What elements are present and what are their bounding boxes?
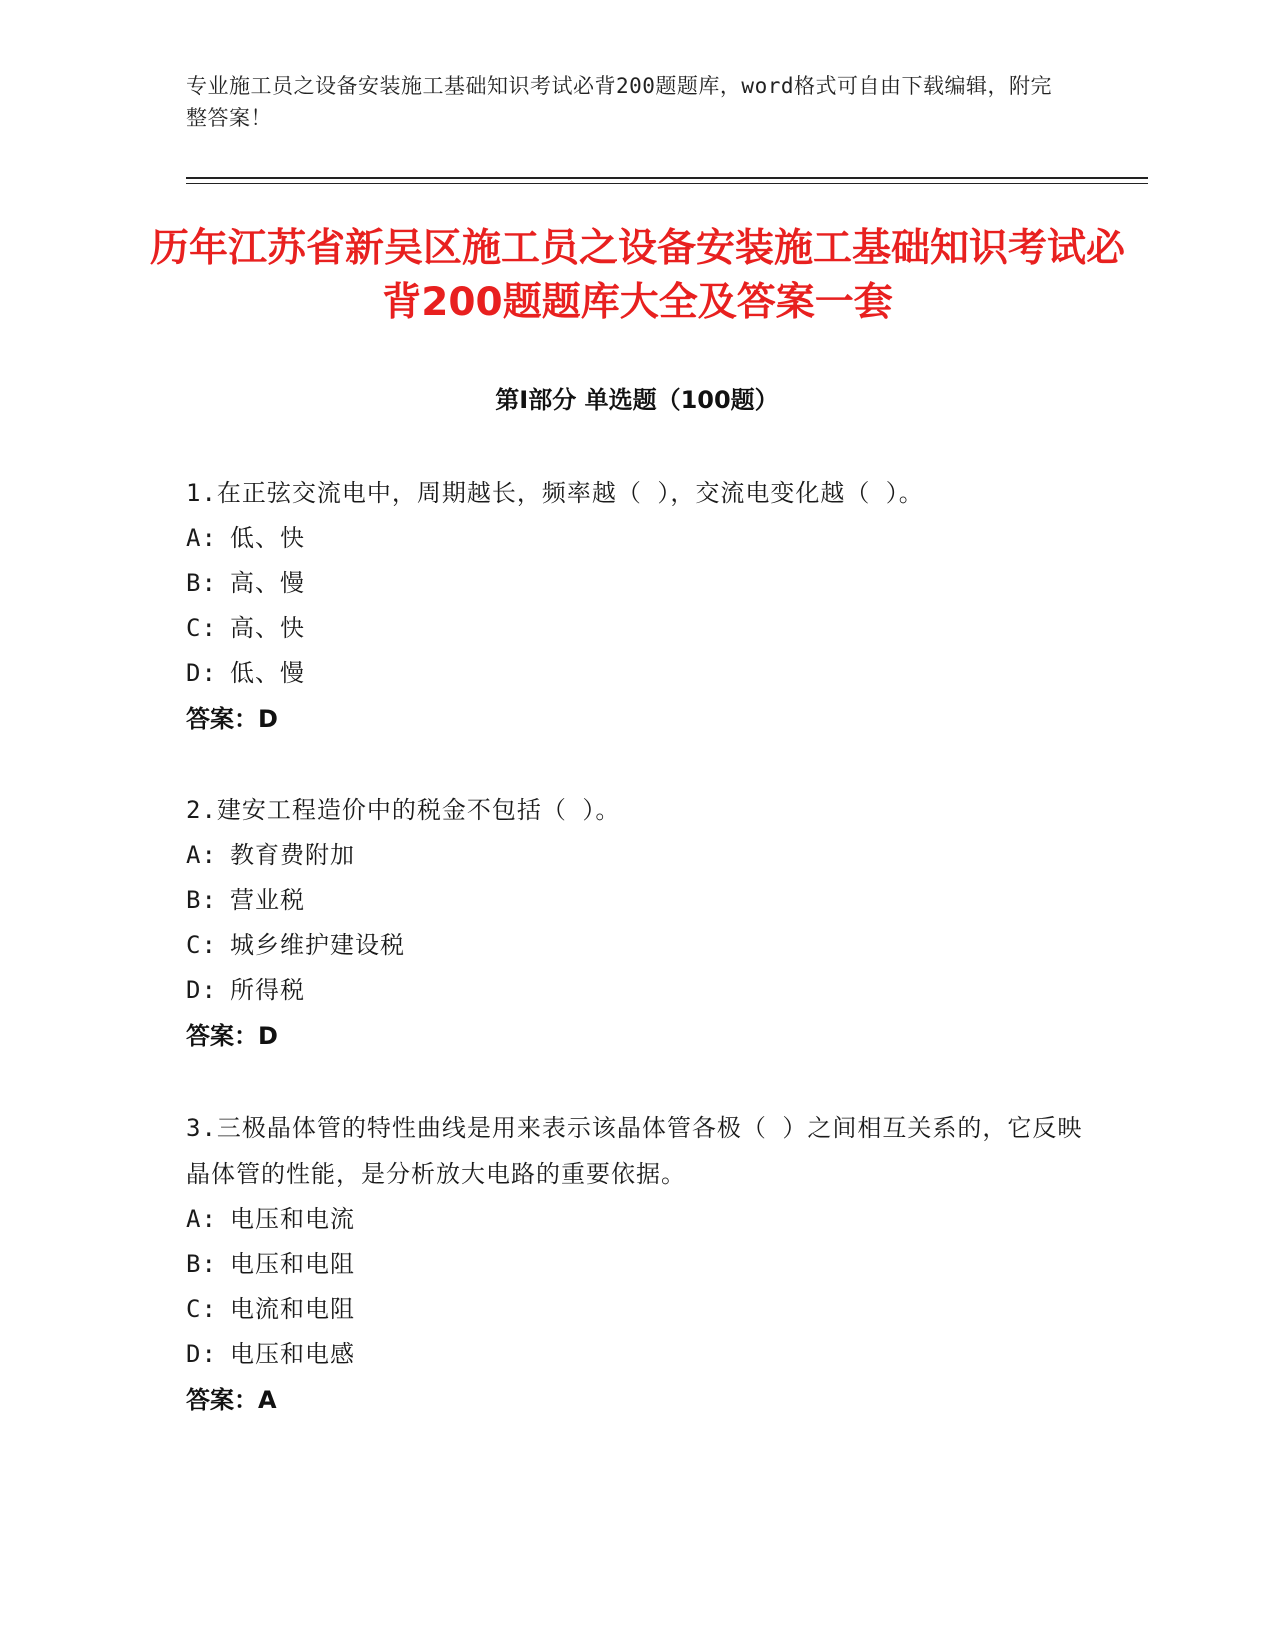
option-text: 营业税 bbox=[230, 886, 305, 914]
option-key: D: bbox=[186, 1340, 217, 1368]
document-title: 历年江苏省新吴区施工员之设备安装施工基础知识考试必背200题题库大全及答案一套 bbox=[150, 226, 1126, 325]
question-stem: 1.在正弦交流电中，周期越长，频率越（ ），交流电变化越（ ）。 bbox=[186, 479, 924, 507]
option-text: 教育费附加 bbox=[230, 841, 355, 869]
option-text: 电压和电流 bbox=[230, 1205, 355, 1233]
option-key: C: bbox=[186, 931, 217, 959]
option-text: 电流和电阻 bbox=[230, 1295, 355, 1323]
option-key: B: bbox=[186, 886, 217, 914]
option-key: A: bbox=[186, 841, 217, 869]
option-a bbox=[186, 833, 1086, 878]
option-c bbox=[186, 1287, 1086, 1332]
header-divider-thin bbox=[186, 183, 1148, 184]
answer-value: A bbox=[258, 1386, 277, 1414]
option-d bbox=[186, 1332, 1086, 1377]
answer-label: 答案： bbox=[186, 705, 258, 733]
option-d bbox=[186, 651, 1086, 696]
option-c bbox=[186, 923, 1086, 968]
option-text: 高、快 bbox=[230, 614, 305, 642]
question-stem: 3.三极晶体管的特性曲线是用来表示该晶体管各极（ ）之间相互关系的，它反映晶体管的性能，是分析放大电路的重要依据。 bbox=[186, 1114, 1083, 1188]
option-text: 低、快 bbox=[230, 524, 305, 552]
question-1 bbox=[186, 470, 1086, 742]
section-title: 第I部分 单选题（100题） bbox=[495, 386, 779, 414]
answer-value: D bbox=[258, 705, 278, 733]
question-3 bbox=[186, 1105, 1086, 1423]
answer-label: 答案： bbox=[186, 1386, 258, 1414]
option-key: B: bbox=[186, 1250, 217, 1278]
header-note: 专业施工员之设备安装施工基础知识考试必背200题题库，word格式可自由下载编辑，附完整答案！ bbox=[186, 74, 1052, 130]
header-divider-thick bbox=[186, 177, 1148, 179]
option-a bbox=[186, 516, 1086, 561]
option-key: C: bbox=[186, 1295, 217, 1323]
option-d bbox=[186, 968, 1086, 1013]
option-key: D: bbox=[186, 976, 217, 1004]
option-a bbox=[186, 1197, 1086, 1242]
answer-line bbox=[186, 696, 1086, 742]
option-text: 电压和电阻 bbox=[230, 1250, 355, 1278]
question-2 bbox=[186, 787, 1086, 1059]
option-b bbox=[186, 1242, 1086, 1287]
answer-value: D bbox=[258, 1022, 278, 1050]
option-b bbox=[186, 561, 1086, 606]
option-text: 电压和电感 bbox=[230, 1340, 355, 1368]
answer-label: 答案： bbox=[186, 1022, 258, 1050]
option-text: 所得税 bbox=[230, 976, 305, 1004]
option-c bbox=[186, 606, 1086, 651]
option-text: 高、慢 bbox=[230, 569, 305, 597]
question-stem: 2.建安工程造价中的税金不包括（ ）。 bbox=[186, 796, 621, 824]
answer-line bbox=[186, 1377, 1086, 1423]
answer-line bbox=[186, 1013, 1086, 1059]
option-key: A: bbox=[186, 1205, 217, 1233]
option-b bbox=[186, 878, 1086, 923]
option-text: 低、慢 bbox=[230, 659, 305, 687]
option-text: 城乡维护建设税 bbox=[230, 931, 405, 959]
option-key: B: bbox=[186, 569, 217, 597]
option-key: A: bbox=[186, 524, 217, 552]
option-key: D: bbox=[186, 659, 217, 687]
option-key: C: bbox=[186, 614, 217, 642]
